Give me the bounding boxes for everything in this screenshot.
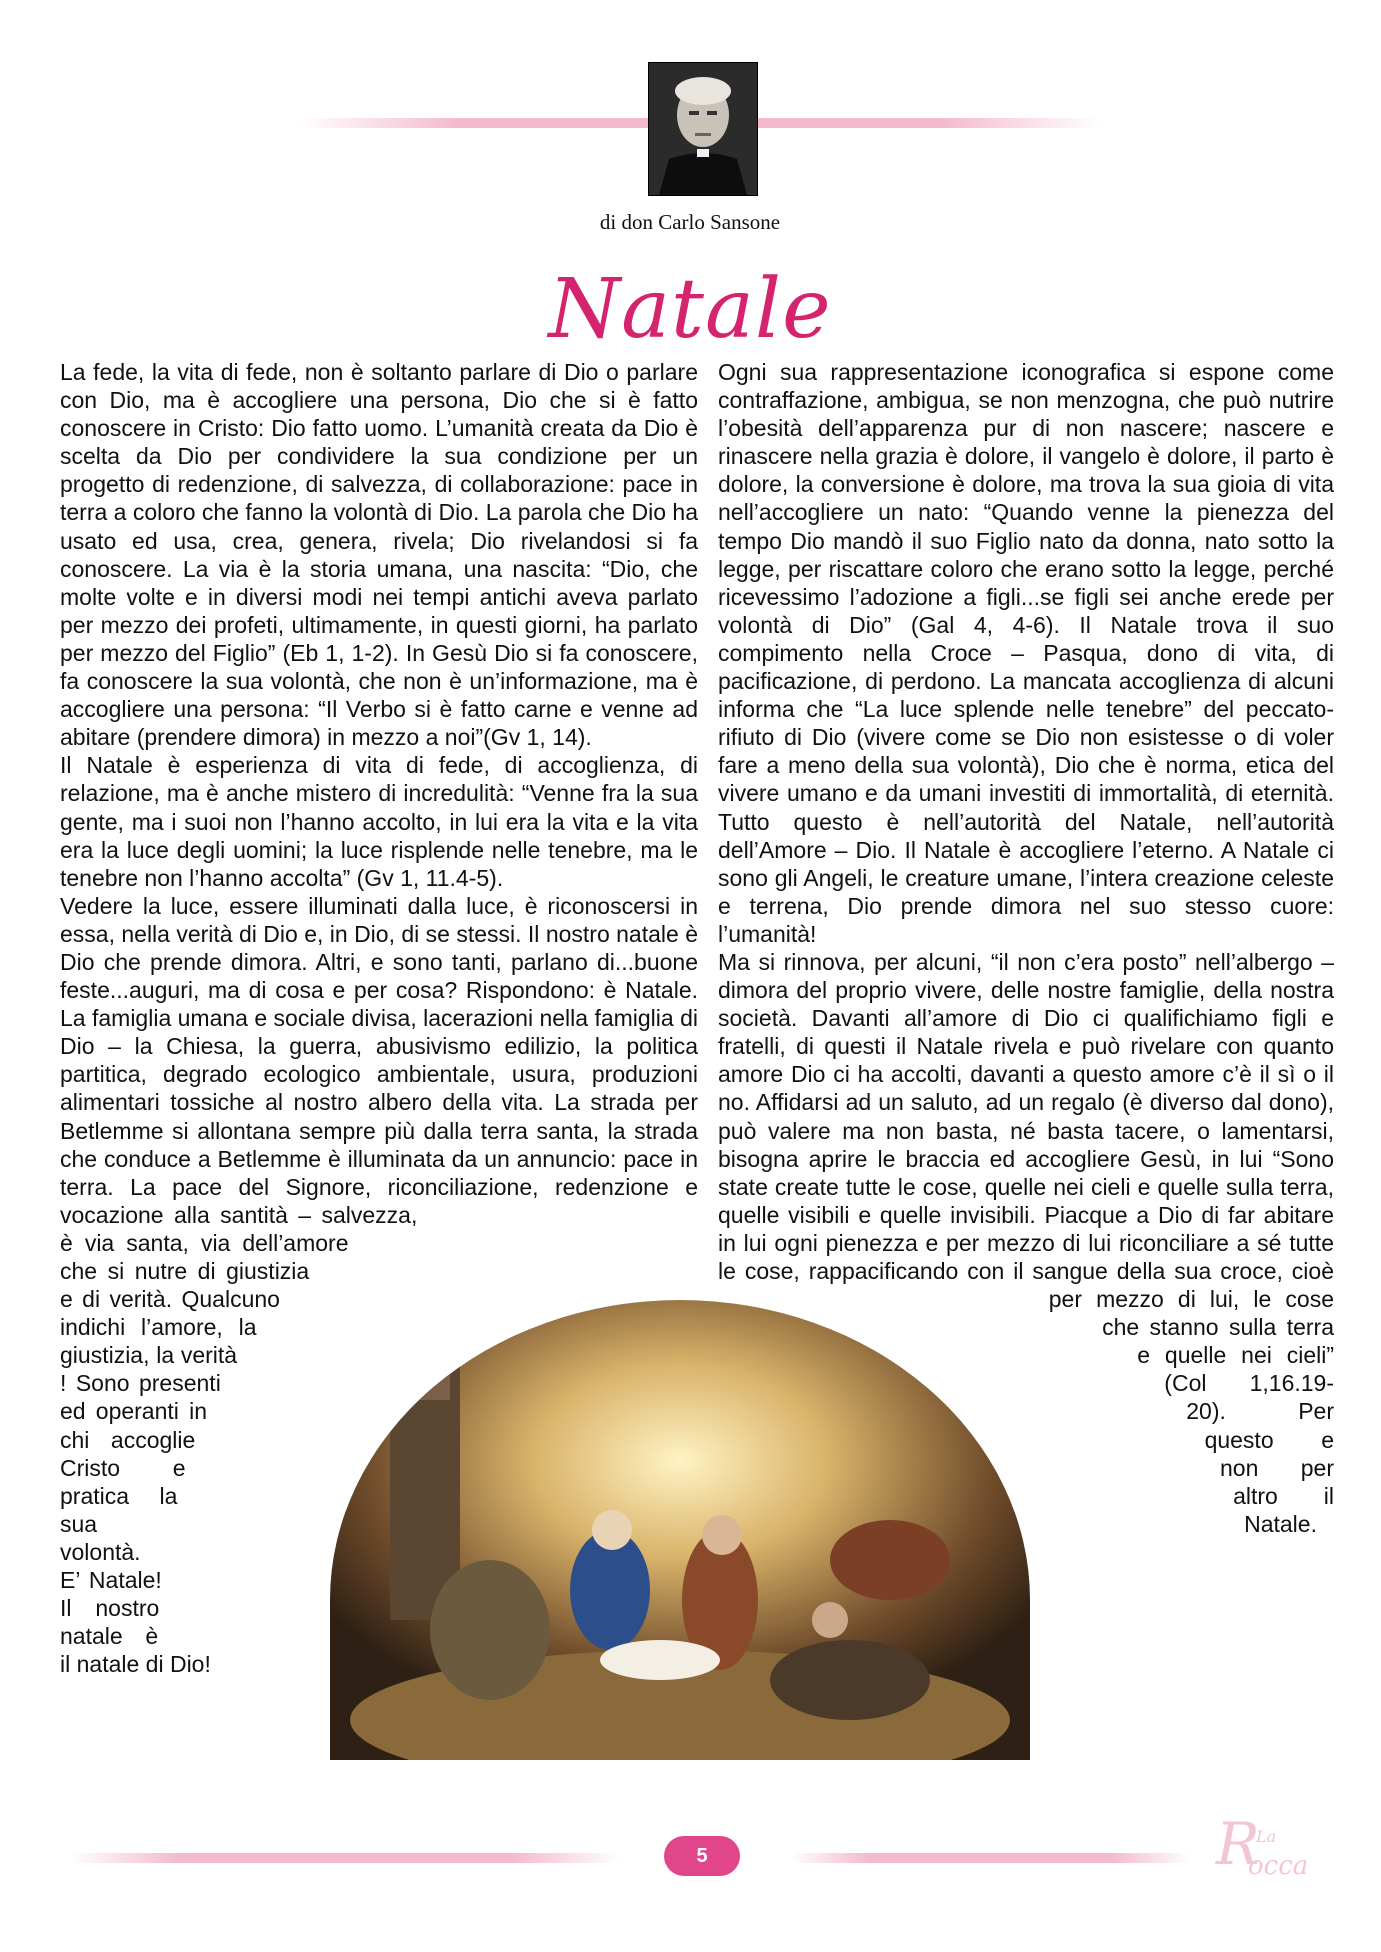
magazine-logo xyxy=(1196,1802,1336,1892)
bottom-decorative-line-left xyxy=(70,1853,620,1863)
paragraph: Il Natale è esperienza di vita di fede, di accoglienza, di relazione, ma è anche mistero di incredulità: “Venne fra la sua gente, ma i suoi non l’hanno accolto, in lui era la vita e la vita era la luce degli uomini; la luce risplende nelle tenebre, ma le tenebre non l’hanno accolta” (Gv 1, 11.4-5). xyxy=(60,752,698,891)
portrait-image xyxy=(649,63,757,195)
paragraph: La fede, la vita di fede, non è soltanto parlare di Dio o parlare con Dio, ma è accogliere una persona, Dio che si è fatto conoscere in Cristo: Dio fatto uomo. L’umanità creata da Dio è scelta da Dio per condividere la sua condizione per un progetto di redenzione, di salvezza, di collaborazione: pace in terra a coloro che fanno la volontà di Dio. La parola che Dio ha usato ed usa, crea, genera, rivela; Dio rivelandosi si fa conoscere. La via è la storia umana, una nascita: “Dio, che molte volte e in diversi modi nei tempi antichi aveva parlato per mezzo dei profeti, ultimamente, in questi giorni, ha parlato per mezzo del Figlio” (Eb 1, 1-2). In Gesù Dio si fa conoscere, fa conoscere la sua volontà, che non è un’informazione, ma è accogliere una persona: “Il Verbo si è fatto carne e venne ad abitare (prendere dimora) in mezzo a noi”(Gv 1, 14). xyxy=(60,359,699,751)
svg-text:occa: occa xyxy=(1248,1851,1309,1881)
svg-text:R: R xyxy=(1216,1810,1260,1878)
paragraph: Ogni sua rappresentazione iconografica si espone come contraffazione, ambigua, se non menzogna, che può nutrire l’obesità dell’apparenza pur di non nascere; nascere e rinascere nella grazia è dolore, il vangelo è dolore, il parto è dolore, la conversione è dolore, ma trova la sua gioia di vita nell’accogliere un nato: “Quando venne la pienezza del tempo Dio mandò il suo Figlio nato da donna, nato sotto la legge, per riscattare coloro che erano sotto la legge, perché ricevessimo l’adozione a figli...se figli sei anche erede per volontà di Dio” (Gal 4, 4-6). Il Natale trova il suo compimento nella Croce – Pasqua, dono di vita, di pacificazione, di perdono. La mancata accoglienza di alcuni informa che “La luce splende nelle tenebre” del peccato-rifiuto di Dio (vivere come se Dio non esistesse o di voler fare a meno della sua volontà), Dio che è norma, etica del vivere umano e da umani investiti di immortalità, di eternità. Tutto questo è nell’autorità del Natale, nell’autorità dell’Amore – Dio. Il Natale è accogliere l’eterno. A Natale ci sono gli Angeli, le creature umane, l’intera creazione celeste e terrena, Dio prende dimora nel suo stesso cuore: l’umanità! xyxy=(718,359,1334,947)
author-byline: di don Carlo Sansone xyxy=(599,210,781,234)
paragraph: Ma si rinnova, per alcuni, “il non c’era posto” nell’albergo – dimora del proprio vivere, delle nostre famiglie, della nostra società. Davanti all’amore di Dio ci qualifichiamo figli e fratelli, di questi il Natale rivela e può rivelare con quanto amore Dio ci ha accolti, davanti a questo amore c’è il sì o il no. Affidarsi ad un saluto, ad un regalo (è diverso dal dono), può valere ma non basta, né basta tacere, o lamentarsi, bisogna aprire le braccia ed accogliere Gesù, in lui “Sono state create tutte le cose, quelle nei cieli e quelle sulla terra, quelle visibili e quelle invisibili. Piacque a Dio di far abitare in lui ogni pienezza e per mezzo di lui riconciliare a sé tutte le cose, rappacificando con il sangue della sua croce, cioè per mezzo di lui, le cose che stanno sulla terra e quelle nei cieli” (Col 1,16.19-20). Per questo e non per altro il Natale. xyxy=(718,948,1334,1537)
bottom-decorative-line-right xyxy=(790,1853,1190,1863)
article-title: Natale xyxy=(548,262,832,357)
paragraph: Vedere la luce, essere illuminati dalla luce, è riconoscersi in essa, nella verità di Dio e, in Dio, di se stessi. Il nostro natale è Dio che prende dimora. Altri, e sono tanti, parlano di...buone feste...auguri, ma di cosa e per cosa? Rispondono: è Natale. La famiglia umana e sociale divisa, lacerazioni nella famiglia di Dio – la Chiesa, la guerra, abusivismo edilizio, la politica partitica, degrado ecologico ambientale, usura, produzioni alimentari tossiche al nostro albero della vita. La strada per Betlemme si allontana sempre più dalla terra santa, la strada che conduce a Betlemme è illuminata da un annuncio: pace in terra. La pace del Signore, riconciliazione, redenzione e vocazione alla santità – salvezza, è via santa, via dell’amore che si nutre di giustizia e di verità. Qualcuno indichi l’amore, la giustizia, la verità ! Sono presenti ed operanti in chi accoglie Cristo e pratica la sua volontà. E’ Natale! Il nostro natale è il natale di Dio! xyxy=(60,892,698,1678)
nativity-painting xyxy=(330,1300,1030,1760)
page-number-badge: 5 xyxy=(664,1836,740,1876)
svg-text:La: La xyxy=(1256,1827,1277,1846)
author-portrait xyxy=(648,62,758,196)
